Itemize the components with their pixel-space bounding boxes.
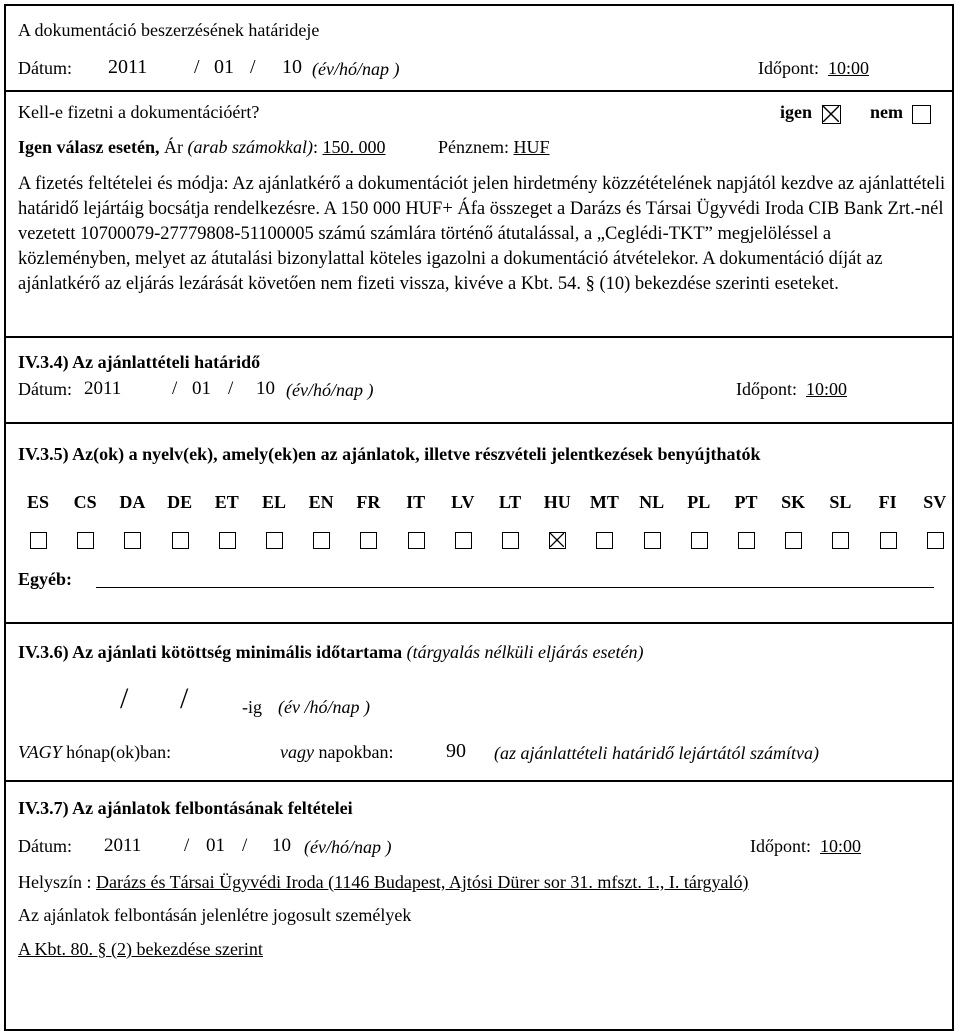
language-checkbox-pl[interactable] [691,532,708,549]
bid-date-label: Dátum: [18,379,72,399]
validity-slash2: / [180,682,189,715]
validity-slash1: / [120,682,129,715]
language-checkbox-sv[interactable] [927,532,944,549]
deadline-date-label: Dátum: [18,58,72,78]
deadline-sep2: / [250,56,256,78]
language-label-de: DE [167,492,193,512]
language-checkbox-sl[interactable] [832,532,849,549]
language-checkbox-lv[interactable] [455,532,472,549]
language-label-en: EN [308,492,334,512]
language-checkbox-de[interactable] [172,532,189,549]
bid-time: 10:00 [806,379,848,399]
price-label-bold: Igen válasz esetén, [18,137,160,157]
language-label-da: DA [119,492,146,512]
deadline-year: 2011 [108,56,148,78]
deadline-time: 10:00 [828,58,870,78]
price-value: 150. 000 [322,137,386,157]
opening-persons-value: A Kbt. 80. § (2) bekezdése szerint [18,939,263,959]
validity-ig-format: (év /hó/nap ) [278,697,370,717]
language-checkbox-pt[interactable] [738,532,755,549]
opening-persons-label: Az ajánlatok felbontásán jelenlétre jogosult személyek [18,905,412,925]
language-label-sv: SV [923,492,947,512]
language-label-it: IT [406,492,426,512]
opening-month: 01 [206,835,225,856]
opening-sep2: / [242,835,248,856]
language-label-lt: LT [498,492,522,512]
checkmark-x-icon [550,533,564,547]
other-language-field[interactable] [96,587,934,588]
opening-sep1: / [184,835,190,856]
divider [6,622,952,624]
language-label-el: EL [261,492,286,512]
payment-no-label: nem [870,102,903,122]
bid-month: 01 [192,378,211,399]
price-line [18,137,385,158]
languages-title: IV.3.5) Az(ok) a nyelv(ek), amely(ek)en az ajánlatok, illetve részvételi jelentkezések benyújthatók [18,444,761,464]
price-colon: : [312,137,323,157]
language-label-sl: SL [829,492,852,512]
language-checkbox-en[interactable] [313,532,330,549]
language-label-nl: NL [639,492,665,512]
payment-yes-checkbox[interactable] [822,105,841,124]
validity-title-bold: IV.3.6) Az ajánlati kötöttség minimális időtartama [18,642,403,662]
deadline-title: A dokumentáció beszerzésének határideje [18,20,320,40]
language-checkbox-et[interactable] [219,532,236,549]
divider [6,90,952,92]
language-checkbox-it[interactable] [408,532,425,549]
currency-line [438,137,550,158]
language-label-lv: LV [451,492,475,512]
language-label-et: ET [214,492,239,512]
form-frame [4,4,954,1031]
language-checkbox-es[interactable] [30,532,47,549]
language-checkbox-el[interactable] [266,532,283,549]
validity-or: VAGY [18,742,62,762]
language-label-sk: SK [781,492,806,512]
bid-time-label: Időpont: [736,379,797,399]
language-checkbox-mt[interactable] [596,532,613,549]
payment-question: Kell-e fizetni a dokumentációért? [18,102,260,122]
opening-place-value: Darázs és Társai Ügyvédi Iroda (1146 Budapest, Ajtósi Dürer sor 31. mfszt. 1., I. tárgyaló) [96,872,749,892]
opening-date-label: Dátum: [18,836,72,856]
validity-title-italic: (tárgyalás nélküli eljárás esetén) [406,642,644,662]
price-label-italic: (arab számokkal) [187,137,313,157]
validity-days-line [280,742,393,763]
payment-no-checkbox[interactable] [912,105,931,124]
validity-days-value: 90 [446,740,466,762]
deadline-time-label: Időpont: [758,58,819,78]
opening-title: IV.3.7) Az ajánlatok felbontásának feltételei [18,798,353,818]
validity-or2: vagy [280,742,314,762]
currency-label: Pénznem: [438,137,509,157]
language-checkbox-cs[interactable] [77,532,94,549]
validity-title [18,642,643,663]
validity-note: (az ajánlattételi határidő lejártától számítva) [494,743,819,763]
bid-sep1: / [172,378,178,399]
checkmark-x-icon [823,106,839,122]
validity-ig-label: -ig [242,697,262,717]
payment-yes-label: igen [780,102,813,122]
opening-year: 2011 [104,835,142,856]
language-checkbox-lt[interactable] [502,532,519,549]
opening-place-label: Helyszín : [18,872,92,892]
bid-deadline-title: IV.3.4) Az ajánlattételi határidő [18,352,261,372]
language-label-es: ES [26,492,50,512]
opening-time-label: Időpont: [750,836,811,856]
language-checkbox-hu[interactable] [549,532,566,549]
deadline-month: 01 [214,56,234,78]
other-language-label: Egyéb: [18,569,72,589]
opening-place-line [18,872,749,893]
validity-months-label: hónap(ok)ban: [66,742,172,762]
language-checkbox-fi[interactable] [880,532,897,549]
currency-value: HUF [513,137,550,157]
language-label-pt: PT [734,492,758,512]
divider [6,422,952,424]
bid-sep2: / [228,378,234,399]
divider [6,780,952,782]
bid-format: (év/hó/nap ) [286,380,374,400]
divider [6,336,952,338]
deadline-format: (év/hó/nap ) [312,59,400,79]
opening-day: 10 [272,835,291,856]
opening-format: (év/hó/nap ) [304,837,392,857]
language-checkbox-da[interactable] [124,532,141,549]
language-checkbox-nl[interactable] [644,532,661,549]
language-label-fr: FR [356,492,381,512]
price-label-rest: Ár [159,137,188,157]
validity-days-label: napokban: [318,742,394,762]
language-label-mt: MT [589,492,619,512]
opening-time: 10:00 [820,836,862,856]
validity-months-line [18,742,171,763]
bid-year: 2011 [84,378,122,399]
deadline-sep1: / [194,56,200,78]
language-checkbox-fr[interactable] [360,532,377,549]
language-checkbox-sk[interactable] [785,532,802,549]
payment-terms: A fizetés feltételei és módja: Az ajánlatkérő a dokumentációt jelen hirdetmény közzétételének napjától kezdve az ajánlattételi határidő lejártáig bocsátja rendelkezésre. A 150 000 HUF+ Áfa összeget a Darázs és Társai Ügyvédi Iroda CIB Bank Zrt.-nél vezetett 10700079-27779808-51100005 számú számlára történő átutalással, a „Ceglédi-TKT” megjelöléssel a közleményben, melyet az átutalási bizonylattal köteles igazolni a dokumentáció átvételekor. A dokumentáció díját az ajánlatkérő az eljárás lezárását követően nem fizeti vissza, kivéve a Kbt. 54. § (10) bekezdése szerinti eseteket. [18,174,946,294]
deadline-day: 10 [282,56,302,78]
language-label-pl: PL [687,492,711,512]
bid-day: 10 [256,378,275,399]
language-label-cs: CS [73,492,97,512]
language-label-hu: HU [543,492,571,512]
language-label-fi: FI [878,492,897,512]
